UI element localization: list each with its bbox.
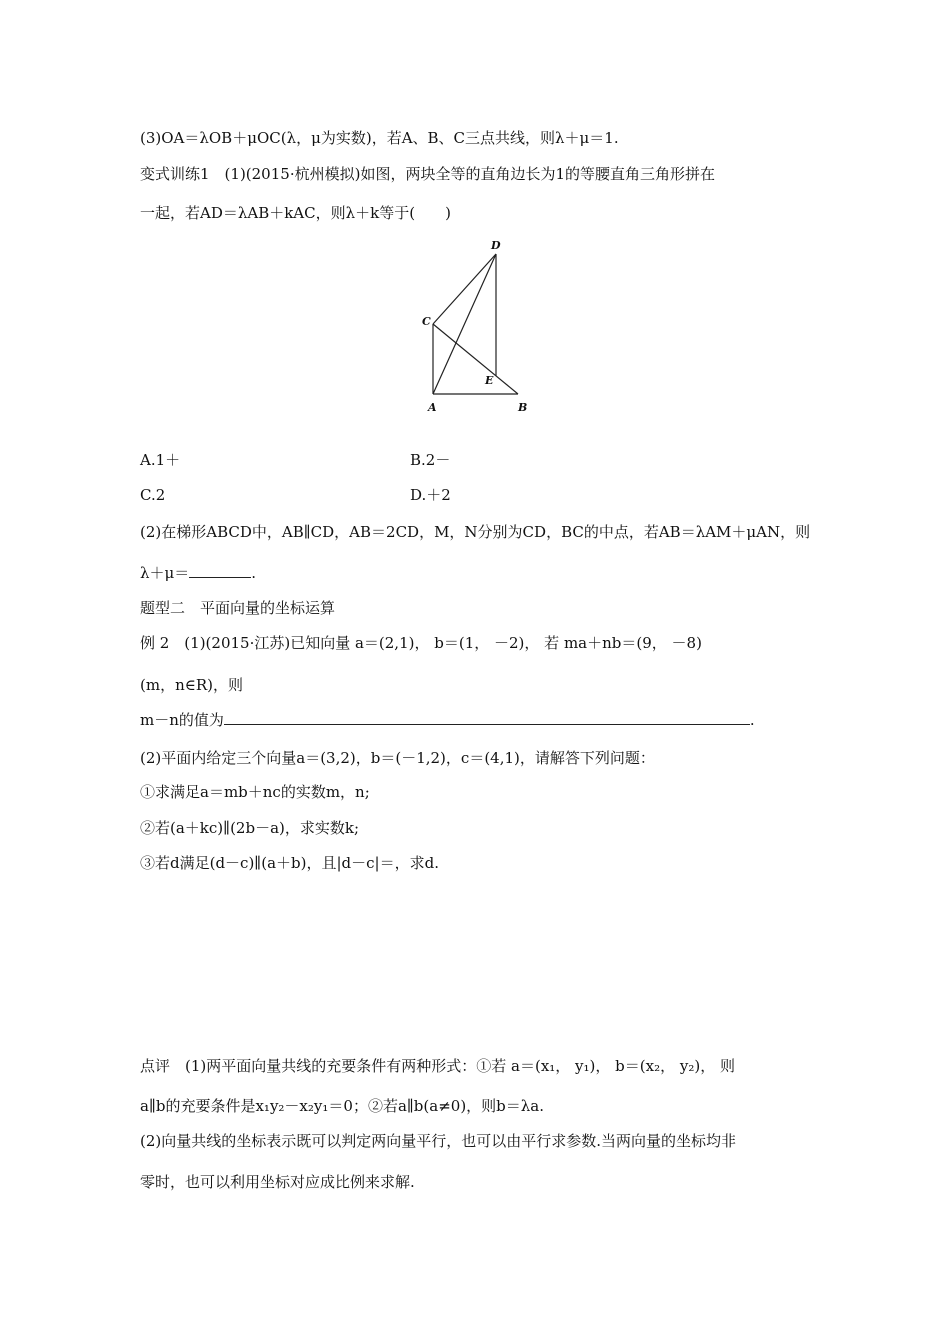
text-line: a∥b的充要条件是x₁y₂－x₂y₁＝0；②若a∥b(a≠0)，则b＝λa. [140,1097,544,1115]
text-line: (3)OA＝λOB＋μOC(λ，μ为实数)，若A、B、C三点共线，则λ＋μ＝1. [140,129,619,147]
label-c: C [422,315,431,328]
answer-line [140,563,820,583]
answer-blank [224,710,750,725]
text-line: 零时，也可以利用坐标对应成比例来求解. [140,1173,415,1191]
label-e: E [485,374,494,387]
text-line: (2)平面内给定三个向量a＝(3,2)，b＝(－1,2)，c＝(4,1)，请解答下列问题： [140,749,655,767]
segment-ad [433,254,496,394]
text-line: 一起，若AD＝λAB＋kAC，则λ＋k等于( ) [140,204,451,222]
text-line: (2)在梯形ABCD中，AB∥CD，AB＝2CD，M，N分别为CD，BC的中点，若AB＝λAM＋μAN，则 [140,523,811,541]
option-a: A.1＋ [140,451,181,469]
answer-prefix: m－n的值为 [140,711,224,729]
text-line: 变式训练1 (1)(2015·杭州模拟)如图，两块全等的直角边长为1的等腰直角三角形拼在 [140,165,715,183]
section-heading: 题型二 平面向量的坐标运算 [140,599,336,617]
answer-line [140,710,820,730]
text-line: 点评 (1)两平面向量共线的充要条件有两种形式：①若 a＝(x₁， y₁)， b＝(x₂， y₂)， 则 [140,1057,735,1075]
option-d: D.＋2 [410,486,451,504]
segment-cb [433,324,518,394]
answer-blank [189,563,251,578]
text-line: (m，n∈R)，则 [140,676,243,694]
answer-suffix: . [251,564,257,582]
segment-cd [433,254,496,324]
text-line: (2)向量共线的坐标表示既可以判定两向量平行，也可以由平行求参数.当两向量的坐标均非 [140,1132,737,1150]
text-line: ③若d满足(d－c)∥(a＋b)，且|d－c|＝，求d. [140,854,439,872]
text-line: ②若(a＋kc)∥(2b－a)，求实数k; [140,819,360,837]
label-b: B [518,401,528,414]
answer-suffix: . [749,711,755,729]
option-b: B.2－ [410,451,451,469]
answer-prefix: λ＋μ＝ [140,564,190,582]
option-c: C.2 [140,486,166,504]
label-d: D [491,239,501,252]
text-line: 例 2 (1)(2015·江苏)已知向量 a＝(2,1)， b＝(1， －2)， 若 ma＋nb＝(9， －8) [140,634,702,652]
triangle-figure [415,236,545,416]
label-a: A [428,401,437,414]
text-line: ①求满足a＝mb＋nc的实数m，n; [140,783,370,801]
